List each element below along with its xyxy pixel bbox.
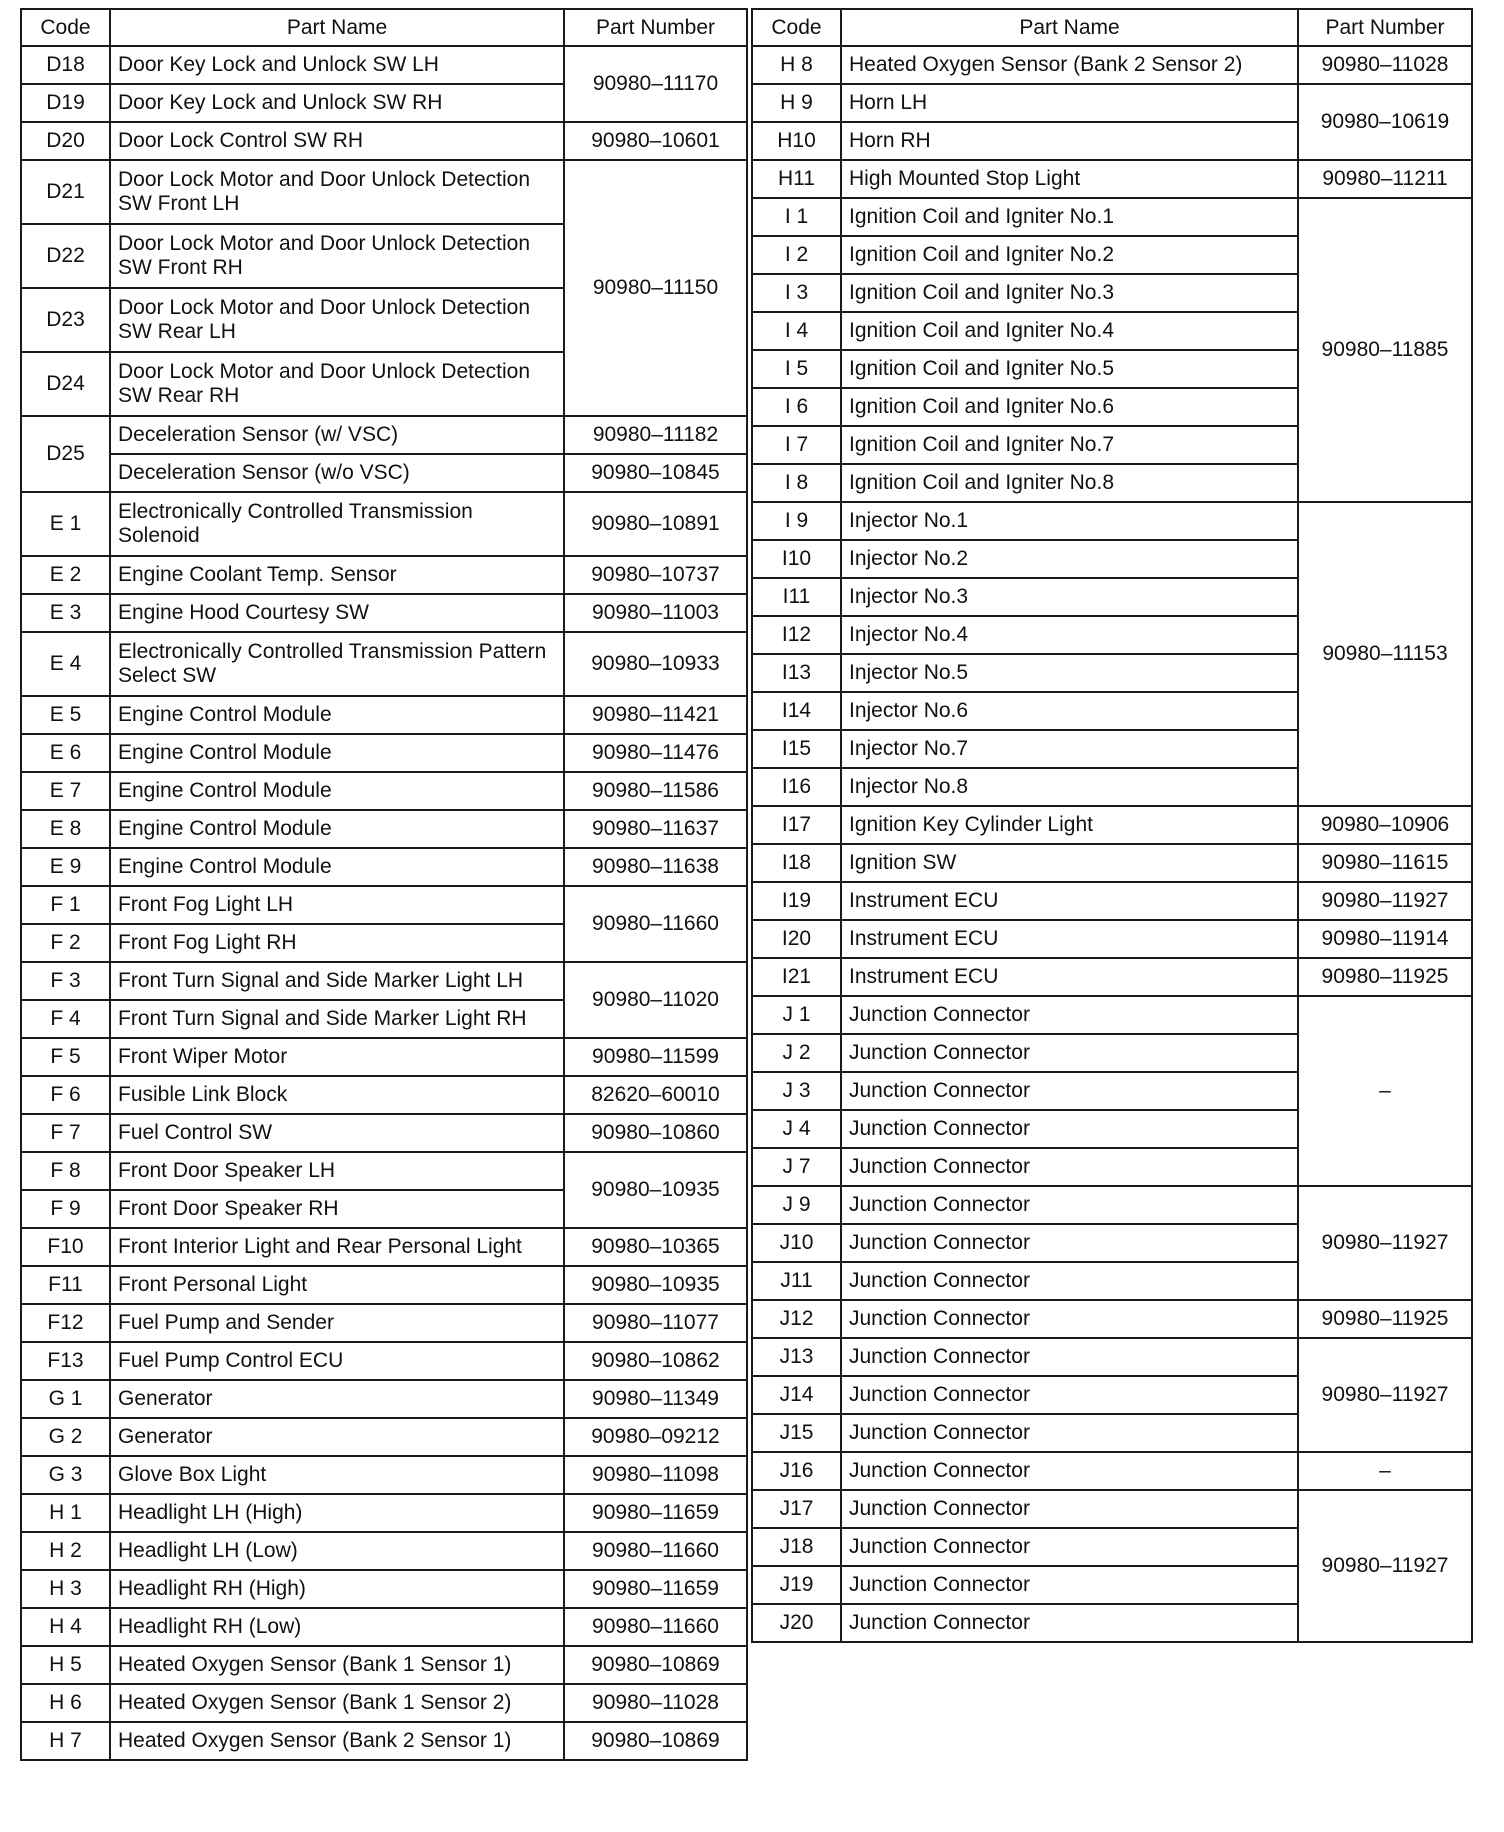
row-part-number: 90980–11927 — [1298, 1490, 1472, 1642]
row-part-name: Door Lock Motor and Door Unlock Detection SW Rear LH — [110, 288, 564, 352]
table-row — [21, 1076, 747, 1114]
row-code: H 5 — [21, 1646, 110, 1684]
row-code: I 8 — [752, 464, 841, 502]
table-row — [21, 1646, 747, 1684]
table-row — [21, 1342, 747, 1380]
row-code: I15 — [752, 730, 841, 768]
row-code: I11 — [752, 578, 841, 616]
row-code: F 6 — [21, 1076, 110, 1114]
header-part-number: Part Number — [564, 9, 747, 46]
table-row — [21, 1266, 747, 1304]
row-code: H 7 — [21, 1722, 110, 1760]
table-row — [752, 1186, 1472, 1224]
row-code: I 7 — [752, 426, 841, 464]
row-part-number: 90980–10933 — [564, 632, 747, 696]
row-code: E 8 — [21, 810, 110, 848]
row-part-number: 90980–10365 — [564, 1228, 747, 1266]
row-part-name: Front Door Speaker RH — [110, 1190, 564, 1228]
row-part-number: 90980–11421 — [564, 696, 747, 734]
row-part-name: Headlight RH (High) — [110, 1570, 564, 1608]
row-code: H 1 — [21, 1494, 110, 1532]
row-part-number: 90980–11028 — [564, 1684, 747, 1722]
row-part-number: 90980–10869 — [564, 1722, 747, 1760]
row-part-number: – — [1298, 1452, 1472, 1490]
row-part-name: Injector No.1 — [841, 502, 1298, 540]
table-row — [21, 1152, 747, 1190]
row-part-name: Door Lock Control SW RH — [110, 122, 564, 160]
row-code: I 5 — [752, 350, 841, 388]
row-part-name: Instrument ECU — [841, 958, 1298, 996]
row-code: E 1 — [21, 492, 110, 556]
row-part-number: 90980–10935 — [564, 1266, 747, 1304]
row-part-name: Generator — [110, 1380, 564, 1418]
row-part-number: 90980–09212 — [564, 1418, 747, 1456]
table-row — [21, 810, 747, 848]
row-part-number: 90980–11659 — [564, 1570, 747, 1608]
row-part-name: Injector No.2 — [841, 540, 1298, 578]
row-part-number: 90980–11660 — [564, 886, 747, 962]
row-code: H 8 — [752, 46, 841, 84]
row-part-name: Injector No.8 — [841, 768, 1298, 806]
row-part-name: Heated Oxygen Sensor (Bank 2 Sensor 1) — [110, 1722, 564, 1760]
row-code: F 1 — [21, 886, 110, 924]
row-part-name: Junction Connector — [841, 1186, 1298, 1224]
row-part-name: Front Wiper Motor — [110, 1038, 564, 1076]
row-part-name: Junction Connector — [841, 1338, 1298, 1376]
row-code: H 2 — [21, 1532, 110, 1570]
row-part-name: Front Interior Light and Rear Personal Light — [110, 1228, 564, 1266]
table-row — [752, 1338, 1472, 1376]
row-code: G 1 — [21, 1380, 110, 1418]
row-part-number: 90980–10860 — [564, 1114, 747, 1152]
table-row — [752, 1490, 1472, 1528]
row-part-number: 90980–11659 — [564, 1494, 747, 1532]
table-row — [21, 1684, 747, 1722]
row-part-name: Heated Oxygen Sensor (Bank 1 Sensor 2) — [110, 1684, 564, 1722]
table-row — [21, 962, 747, 1000]
table-row — [21, 454, 747, 492]
row-part-number: 90980–11914 — [1298, 920, 1472, 958]
table-row — [21, 886, 747, 924]
row-part-name: Junction Connector — [841, 996, 1298, 1034]
row-code: H11 — [752, 160, 841, 198]
table-row — [21, 772, 747, 810]
row-part-number: 90980–10935 — [564, 1152, 747, 1228]
row-part-name: Instrument ECU — [841, 920, 1298, 958]
row-part-name: Junction Connector — [841, 1148, 1298, 1186]
row-code: E 4 — [21, 632, 110, 696]
table-row — [21, 848, 747, 886]
row-code: J11 — [752, 1262, 841, 1300]
row-part-number: 90980–11927 — [1298, 882, 1472, 920]
row-part-number: 90980–10862 — [564, 1342, 747, 1380]
table-row — [21, 1038, 747, 1076]
row-code: J20 — [752, 1604, 841, 1642]
row-part-name: Junction Connector — [841, 1452, 1298, 1490]
row-code: E 7 — [21, 772, 110, 810]
row-code: J16 — [752, 1452, 841, 1490]
row-part-name: High Mounted Stop Light — [841, 160, 1298, 198]
row-part-name: Electronically Controlled Transmission Solenoid — [110, 492, 564, 556]
row-code: F 9 — [21, 1190, 110, 1228]
row-code: J15 — [752, 1414, 841, 1452]
table-row — [752, 46, 1472, 84]
row-code: J17 — [752, 1490, 841, 1528]
row-part-number: 90980–10737 — [564, 556, 747, 594]
row-code: I16 — [752, 768, 841, 806]
header-row — [21, 9, 747, 46]
row-part-name: Junction Connector — [841, 1224, 1298, 1262]
row-part-number: 90980–11153 — [1298, 502, 1472, 806]
row-part-number: 82620–60010 — [564, 1076, 747, 1114]
row-part-name: Fusible Link Block — [110, 1076, 564, 1114]
row-part-name: Injector No.6 — [841, 692, 1298, 730]
header-part-number: Part Number — [1298, 9, 1472, 46]
row-part-name: Junction Connector — [841, 1034, 1298, 1072]
row-part-name: Electronically Controlled Transmission Pattern Select SW — [110, 632, 564, 696]
row-part-name: Heated Oxygen Sensor (Bank 1 Sensor 1) — [110, 1646, 564, 1684]
header-part-name: Part Name — [110, 9, 564, 46]
table-row — [752, 1300, 1472, 1338]
row-part-name: Ignition Coil and Igniter No.6 — [841, 388, 1298, 426]
table-row — [752, 806, 1472, 844]
row-part-name: Horn LH — [841, 84, 1298, 122]
row-part-number: 90980–11077 — [564, 1304, 747, 1342]
row-part-number: 90980–11028 — [1298, 46, 1472, 84]
row-code: I20 — [752, 920, 841, 958]
row-part-name: Engine Control Module — [110, 772, 564, 810]
row-part-name: Ignition Coil and Igniter No.2 — [841, 236, 1298, 274]
table-row — [21, 1228, 747, 1266]
row-code: I10 — [752, 540, 841, 578]
header-code: Code — [752, 9, 841, 46]
row-part-name: Headlight LH (High) — [110, 1494, 564, 1532]
table-row — [21, 1456, 747, 1494]
row-code: J19 — [752, 1566, 841, 1604]
row-code: F 7 — [21, 1114, 110, 1152]
table-row — [21, 122, 747, 160]
row-part-name: Fuel Control SW — [110, 1114, 564, 1152]
row-part-number: 90980–11020 — [564, 962, 747, 1038]
row-code: J 9 — [752, 1186, 841, 1224]
row-code: D24 — [21, 352, 110, 416]
row-part-name: Junction Connector — [841, 1604, 1298, 1642]
row-code: J 3 — [752, 1072, 841, 1110]
row-part-number: 90980–11476 — [564, 734, 747, 772]
row-code: I14 — [752, 692, 841, 730]
row-part-name: Junction Connector — [841, 1262, 1298, 1300]
row-part-name: Junction Connector — [841, 1566, 1298, 1604]
row-part-number: 90980–11170 — [564, 46, 747, 122]
row-part-name: Front Door Speaker LH — [110, 1152, 564, 1190]
row-part-name: Ignition Coil and Igniter No.5 — [841, 350, 1298, 388]
table-row — [21, 1570, 747, 1608]
row-part-name: Front Fog Light RH — [110, 924, 564, 962]
row-code: D23 — [21, 288, 110, 352]
table-row — [21, 594, 747, 632]
row-part-name: Ignition Coil and Igniter No.7 — [841, 426, 1298, 464]
row-part-name: Engine Coolant Temp. Sensor — [110, 556, 564, 594]
row-part-name: Front Personal Light — [110, 1266, 564, 1304]
row-part-number: 90980–11638 — [564, 848, 747, 886]
table-row — [21, 1494, 747, 1532]
row-part-number: 90980–11925 — [1298, 958, 1472, 996]
row-code: I12 — [752, 616, 841, 654]
table-row — [752, 882, 1472, 920]
table-row — [21, 556, 747, 594]
row-code: I 4 — [752, 312, 841, 350]
row-part-number: 90980–10619 — [1298, 84, 1472, 160]
row-code: F 4 — [21, 1000, 110, 1038]
table-row — [752, 996, 1472, 1034]
table-row — [752, 1452, 1472, 1490]
table-row — [21, 632, 747, 696]
row-part-number: 90980–10845 — [564, 454, 747, 492]
row-part-name: Door Key Lock and Unlock SW RH — [110, 84, 564, 122]
row-part-number: 90980–11599 — [564, 1038, 747, 1076]
header-part-name: Part Name — [841, 9, 1298, 46]
row-code: J 1 — [752, 996, 841, 1034]
row-code: G 3 — [21, 1456, 110, 1494]
row-part-number: – — [1298, 996, 1472, 1186]
row-code: I 6 — [752, 388, 841, 426]
row-part-name: Generator — [110, 1418, 564, 1456]
header-code: Code — [21, 9, 110, 46]
table-row — [752, 84, 1472, 122]
row-part-number: 90980–11211 — [1298, 160, 1472, 198]
row-code: J14 — [752, 1376, 841, 1414]
row-part-name: Ignition Coil and Igniter No.1 — [841, 198, 1298, 236]
row-code: H10 — [752, 122, 841, 160]
row-code: I 2 — [752, 236, 841, 274]
row-code: D18 — [21, 46, 110, 84]
row-code: H 9 — [752, 84, 841, 122]
row-code: E 9 — [21, 848, 110, 886]
row-part-name: Injector No.5 — [841, 654, 1298, 692]
table-row — [21, 1304, 747, 1342]
row-part-name: Junction Connector — [841, 1300, 1298, 1338]
row-code: H 6 — [21, 1684, 110, 1722]
row-code: I21 — [752, 958, 841, 996]
row-code: I19 — [752, 882, 841, 920]
row-part-name: Door Lock Motor and Door Unlock Detection SW Front LH — [110, 160, 564, 224]
row-code: F12 — [21, 1304, 110, 1342]
row-part-name: Front Turn Signal and Side Marker Light RH — [110, 1000, 564, 1038]
row-code: J12 — [752, 1300, 841, 1338]
table-row — [752, 160, 1472, 198]
row-code: D20 — [21, 122, 110, 160]
row-part-name: Door Key Lock and Unlock SW LH — [110, 46, 564, 84]
row-part-name: Ignition SW — [841, 844, 1298, 882]
row-part-name: Ignition Coil and Igniter No.3 — [841, 274, 1298, 312]
parts-table-right — [751, 8, 1473, 1643]
row-code: F 8 — [21, 1152, 110, 1190]
table-row — [752, 502, 1472, 540]
table-row — [21, 492, 747, 556]
table-row — [752, 198, 1472, 236]
row-part-number: 90980–11182 — [564, 416, 747, 454]
table-row — [21, 1608, 747, 1646]
row-code: F10 — [21, 1228, 110, 1266]
table-row — [21, 1114, 747, 1152]
row-part-number: 90980–10869 — [564, 1646, 747, 1684]
row-code: J 2 — [752, 1034, 841, 1072]
row-code: J13 — [752, 1338, 841, 1376]
row-part-name: Glove Box Light — [110, 1456, 564, 1494]
row-code: H 3 — [21, 1570, 110, 1608]
row-part-name: Ignition Key Cylinder Light — [841, 806, 1298, 844]
row-part-number: 90980–11660 — [564, 1608, 747, 1646]
row-part-name: Ignition Coil and Igniter No.8 — [841, 464, 1298, 502]
row-part-name: Headlight RH (Low) — [110, 1608, 564, 1646]
row-part-number: 90980–11615 — [1298, 844, 1472, 882]
row-part-number: 90980–11925 — [1298, 1300, 1472, 1338]
parts-table-left — [20, 8, 748, 1761]
row-part-name: Front Fog Light LH — [110, 886, 564, 924]
row-code: I 9 — [752, 502, 841, 540]
table-row — [752, 844, 1472, 882]
row-code: D19 — [21, 84, 110, 122]
row-code: I18 — [752, 844, 841, 882]
row-code: F13 — [21, 1342, 110, 1380]
row-part-name: Engine Control Module — [110, 696, 564, 734]
row-code: J 4 — [752, 1110, 841, 1148]
row-part-number: 90980–11637 — [564, 810, 747, 848]
row-part-name: Fuel Pump Control ECU — [110, 1342, 564, 1380]
row-part-name: Fuel Pump and Sender — [110, 1304, 564, 1342]
row-code: D21 — [21, 160, 110, 224]
row-part-name: Door Lock Motor and Door Unlock Detection SW Front RH — [110, 224, 564, 288]
table-row — [21, 734, 747, 772]
row-part-name: Injector No.4 — [841, 616, 1298, 654]
table-row — [21, 160, 747, 224]
row-part-number: 90980–11885 — [1298, 198, 1472, 502]
row-code: J 7 — [752, 1148, 841, 1186]
row-code: D25 — [21, 416, 110, 492]
row-part-number: 90980–11927 — [1298, 1338, 1472, 1452]
row-part-number: 90980–11349 — [564, 1380, 747, 1418]
row-code: E 6 — [21, 734, 110, 772]
table-row — [752, 958, 1472, 996]
row-code: I 3 — [752, 274, 841, 312]
table-row — [21, 416, 747, 454]
row-code: G 2 — [21, 1418, 110, 1456]
row-part-number: 90980–11098 — [564, 1456, 747, 1494]
row-part-name: Engine Control Module — [110, 734, 564, 772]
row-part-number: 90980–11150 — [564, 160, 747, 416]
row-part-name: Injector No.7 — [841, 730, 1298, 768]
header-row — [752, 9, 1472, 46]
row-part-name: Junction Connector — [841, 1414, 1298, 1452]
row-part-number: 90980–11660 — [564, 1532, 747, 1570]
row-code: H 4 — [21, 1608, 110, 1646]
table-row — [752, 920, 1472, 958]
row-part-number: 90980–11927 — [1298, 1186, 1472, 1300]
row-part-name: Injector No.3 — [841, 578, 1298, 616]
table-row — [21, 1532, 747, 1570]
row-code: F 3 — [21, 962, 110, 1000]
row-part-number: 90980–11003 — [564, 594, 747, 632]
table-row — [21, 696, 747, 734]
row-part-number: 90980–11586 — [564, 772, 747, 810]
row-part-name: Engine Hood Courtesy SW — [110, 594, 564, 632]
row-part-name: Junction Connector — [841, 1490, 1298, 1528]
row-code: E 5 — [21, 696, 110, 734]
row-part-name: Door Lock Motor and Door Unlock Detection SW Rear RH — [110, 352, 564, 416]
row-part-name: Front Turn Signal and Side Marker Light LH — [110, 962, 564, 1000]
row-part-name: Deceleration Sensor (w/ VSC) — [110, 416, 564, 454]
row-code: E 3 — [21, 594, 110, 632]
row-code: F11 — [21, 1266, 110, 1304]
table-row — [21, 1722, 747, 1760]
row-part-name: Headlight LH (Low) — [110, 1532, 564, 1570]
row-code: F 2 — [21, 924, 110, 962]
row-code: J10 — [752, 1224, 841, 1262]
row-part-name: Deceleration Sensor (w/o VSC) — [110, 454, 564, 492]
row-part-name: Heated Oxygen Sensor (Bank 2 Sensor 2) — [841, 46, 1298, 84]
table-row — [21, 1418, 747, 1456]
row-code: D22 — [21, 224, 110, 288]
row-part-number: 90980–10906 — [1298, 806, 1472, 844]
row-code: I17 — [752, 806, 841, 844]
row-code: E 2 — [21, 556, 110, 594]
row-code: I 1 — [752, 198, 841, 236]
table-row — [21, 46, 747, 84]
row-part-number: 90980–10891 — [564, 492, 747, 556]
row-code: F 5 — [21, 1038, 110, 1076]
row-part-name: Instrument ECU — [841, 882, 1298, 920]
row-part-name: Horn RH — [841, 122, 1298, 160]
row-code: I13 — [752, 654, 841, 692]
row-part-number: 90980–10601 — [564, 122, 747, 160]
row-code: J18 — [752, 1528, 841, 1566]
row-part-name: Engine Control Module — [110, 810, 564, 848]
row-part-name: Junction Connector — [841, 1376, 1298, 1414]
row-part-name: Engine Control Module — [110, 848, 564, 886]
row-part-name: Junction Connector — [841, 1528, 1298, 1566]
row-part-name: Junction Connector — [841, 1072, 1298, 1110]
row-part-name: Ignition Coil and Igniter No.4 — [841, 312, 1298, 350]
row-part-name: Junction Connector — [841, 1110, 1298, 1148]
table-row — [21, 1380, 747, 1418]
